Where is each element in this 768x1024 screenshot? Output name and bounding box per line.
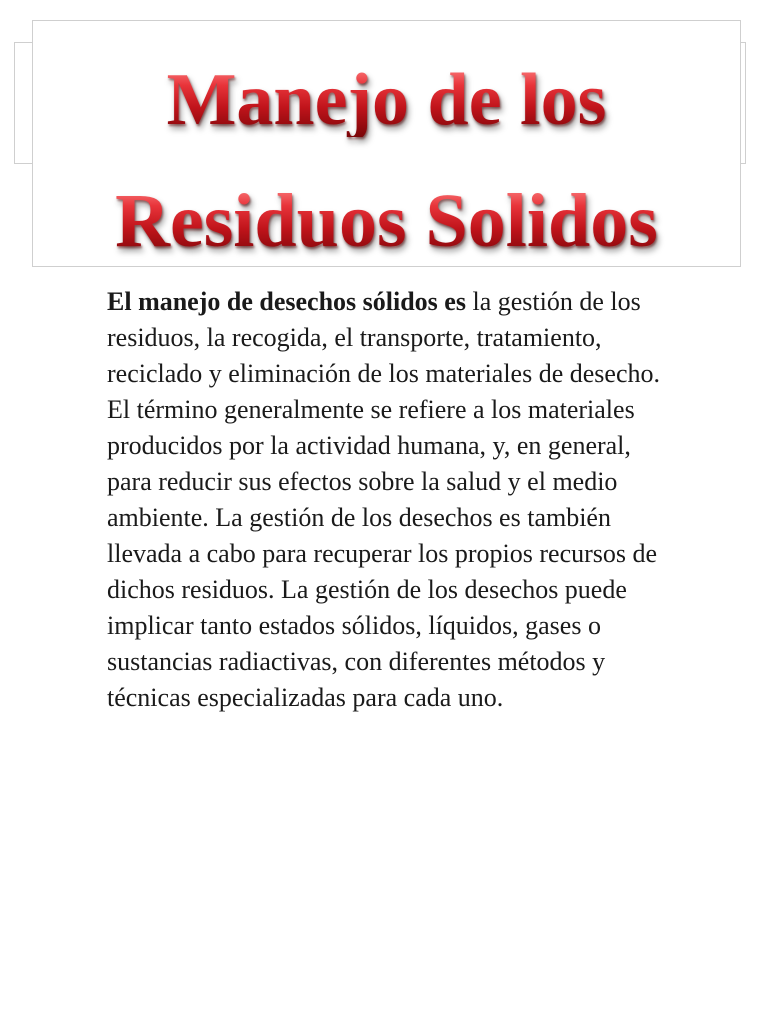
body-text (107, 284, 682, 716)
title-line-1: Manejo de los (33, 63, 740, 137)
title-box (32, 20, 741, 267)
title-line-2: Residuos Solidos (33, 183, 740, 259)
lead-phrase: El manejo de desechos sólidos es (107, 287, 466, 316)
paragraph-2: El término generalmente se refiere a los materiales producidos por la actividad humana, y, en general, para reducir sus efectos sobre la salud y el medio ambiente. La gestión de los desechos es también llevada a cabo para recuperar los propios recursos de dichos residuos. La gestión de los desechos puede implicar tanto estados sólidos, líquidos, gases o sustancias radiactivas, con diferentes métodos y técnicas especializadas para cada uno. (107, 395, 658, 712)
paragraph-1 (107, 284, 682, 392)
paragraph-1-text: la gestión de los residuos, la recogida, el transporte, tratamiento, reciclado y eliminación de los materiales de desecho. (107, 287, 660, 388)
